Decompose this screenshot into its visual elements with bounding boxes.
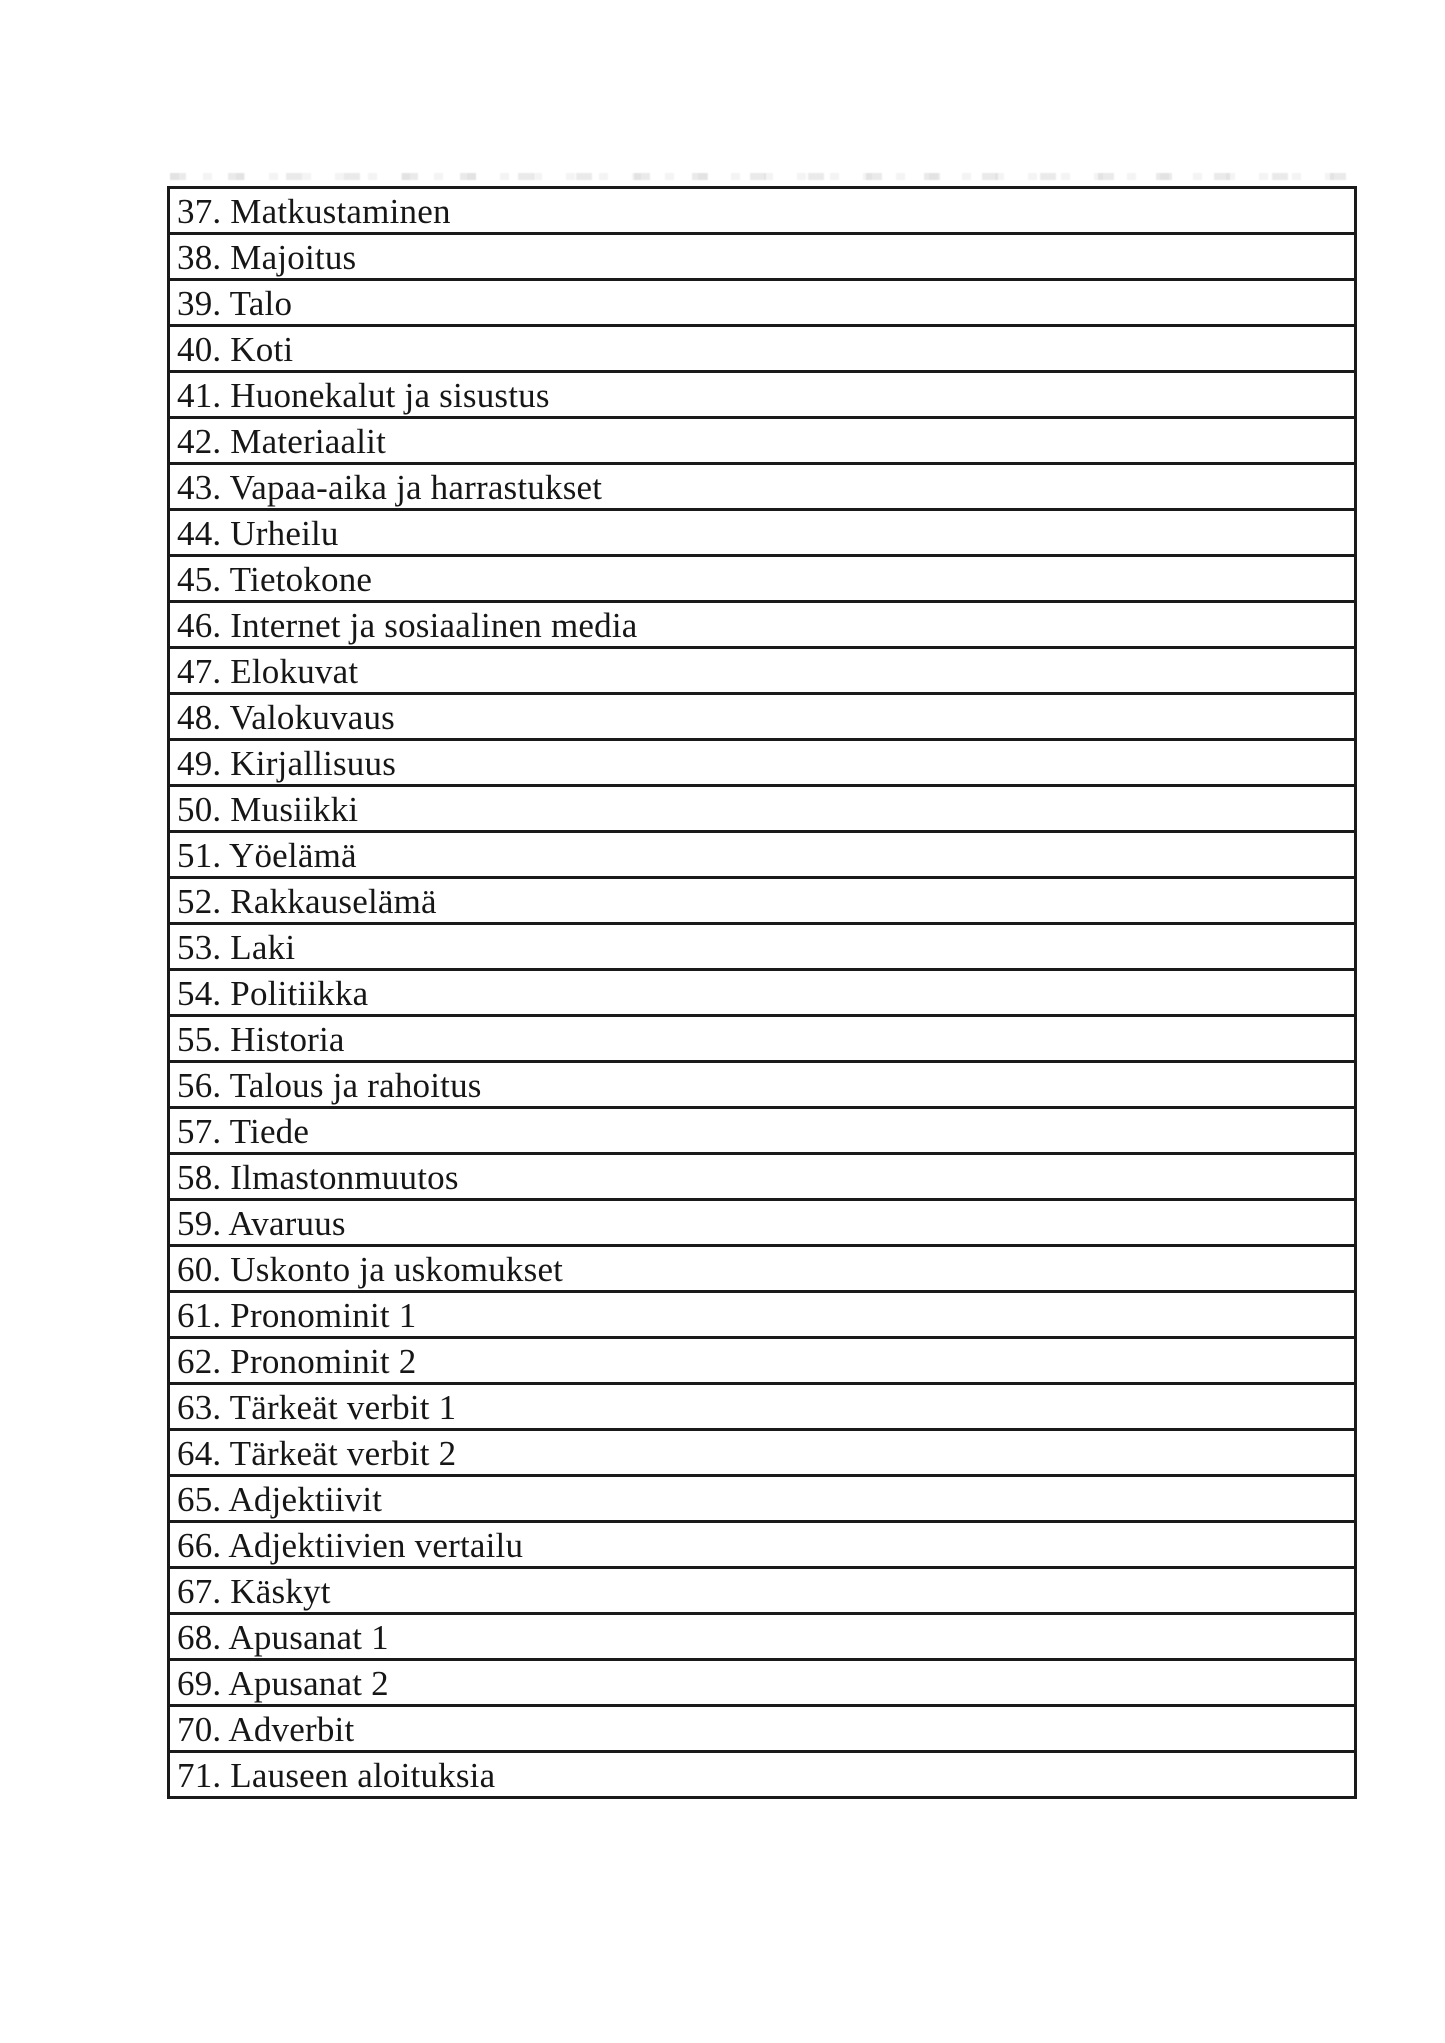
toc-row-label: 63. Tärkeät verbit 1 [177, 1387, 457, 1427]
toc-row-label: 68. Apusanat 1 [177, 1617, 389, 1657]
toc-row-label: 59. Avaruus [177, 1203, 346, 1243]
toc-row-label: 71. Lauseen aloituksia [177, 1755, 496, 1795]
toc-row [170, 1661, 1354, 1707]
toc-row-label: 39. Talo [177, 283, 293, 323]
toc-row-label: 49. Kirjallisuus [177, 743, 397, 783]
toc-row-label: 38. Majoitus [177, 237, 357, 277]
contents-table [167, 186, 1357, 1799]
toc-row [170, 1477, 1354, 1523]
toc-row [170, 879, 1354, 925]
toc-row-label: 61. Pronominit 1 [177, 1295, 417, 1335]
toc-row [170, 787, 1354, 833]
toc-row-label: 40. Koti [177, 329, 294, 369]
toc-row-label: 65. Adjektiivit [177, 1479, 383, 1519]
toc-row [170, 971, 1354, 1017]
toc-row [170, 235, 1354, 281]
toc-row-label: 52. Rakkauselämä [177, 881, 437, 921]
toc-row-label: 54. Politiikka [177, 973, 369, 1013]
toc-row-label: 45. Tietokone [177, 559, 373, 599]
toc-row-label: 60. Uskonto ja uskomukset [177, 1249, 564, 1289]
toc-row-label: 62. Pronominit 2 [177, 1341, 417, 1381]
toc-row-label: 41. Huonekalut ja sisustus [177, 375, 550, 415]
toc-row [170, 695, 1354, 741]
toc-row [170, 1569, 1354, 1615]
toc-row [170, 1523, 1354, 1569]
scan-artifact-strip [170, 173, 1353, 180]
toc-row [170, 925, 1354, 971]
toc-row [170, 603, 1354, 649]
toc-row-label: 69. Apusanat 2 [177, 1663, 389, 1703]
toc-row [170, 1615, 1354, 1661]
toc-row [170, 281, 1354, 327]
toc-row [170, 189, 1354, 235]
toc-row [170, 1247, 1354, 1293]
toc-row [170, 1201, 1354, 1247]
toc-row-label: 43. Vapaa-aika ja harrastukset [177, 467, 603, 507]
toc-row [170, 1109, 1354, 1155]
toc-row [170, 1063, 1354, 1109]
toc-row-label: 70. Adverbit [177, 1709, 355, 1749]
toc-row [170, 833, 1354, 879]
toc-row [170, 465, 1354, 511]
toc-row [170, 1293, 1354, 1339]
toc-row [170, 1017, 1354, 1063]
toc-row-label: 46. Internet ja sosiaalinen media [177, 605, 638, 645]
toc-row-label: 55. Historia [177, 1019, 345, 1059]
toc-row-label: 58. Ilmastonmuutos [177, 1157, 459, 1197]
toc-row [170, 1753, 1354, 1796]
toc-row-label: 56. Talous ja rahoitus [177, 1065, 482, 1105]
toc-row-label: 37. Matkustaminen [177, 191, 451, 231]
toc-row-label: 57. Tiede [177, 1111, 310, 1151]
toc-row [170, 1339, 1354, 1385]
toc-row [170, 1707, 1354, 1753]
toc-row-label: 50. Musiikki [177, 789, 359, 829]
toc-row [170, 419, 1354, 465]
toc-row [170, 557, 1354, 603]
toc-row-label: 42. Materiaalit [177, 421, 387, 461]
toc-row-label: 48. Valokuvaus [177, 697, 395, 737]
toc-row-label: 64. Tärkeät verbit 2 [177, 1433, 457, 1473]
toc-row [170, 1385, 1354, 1431]
toc-row-label: 53. Laki [177, 927, 296, 967]
toc-row [170, 741, 1354, 787]
toc-row [170, 649, 1354, 695]
toc-row-label: 47. Elokuvat [177, 651, 359, 691]
toc-row [170, 327, 1354, 373]
toc-row [170, 373, 1354, 419]
toc-row [170, 1431, 1354, 1477]
toc-row-label: 44. Urheilu [177, 513, 339, 553]
toc-row-label: 51. Yöelämä [177, 835, 357, 875]
toc-row-label: 67. Käskyt [177, 1571, 331, 1611]
toc-row-label: 66. Adjektiivien vertailu [177, 1525, 524, 1565]
toc-row [170, 511, 1354, 557]
toc-row [170, 1155, 1354, 1201]
